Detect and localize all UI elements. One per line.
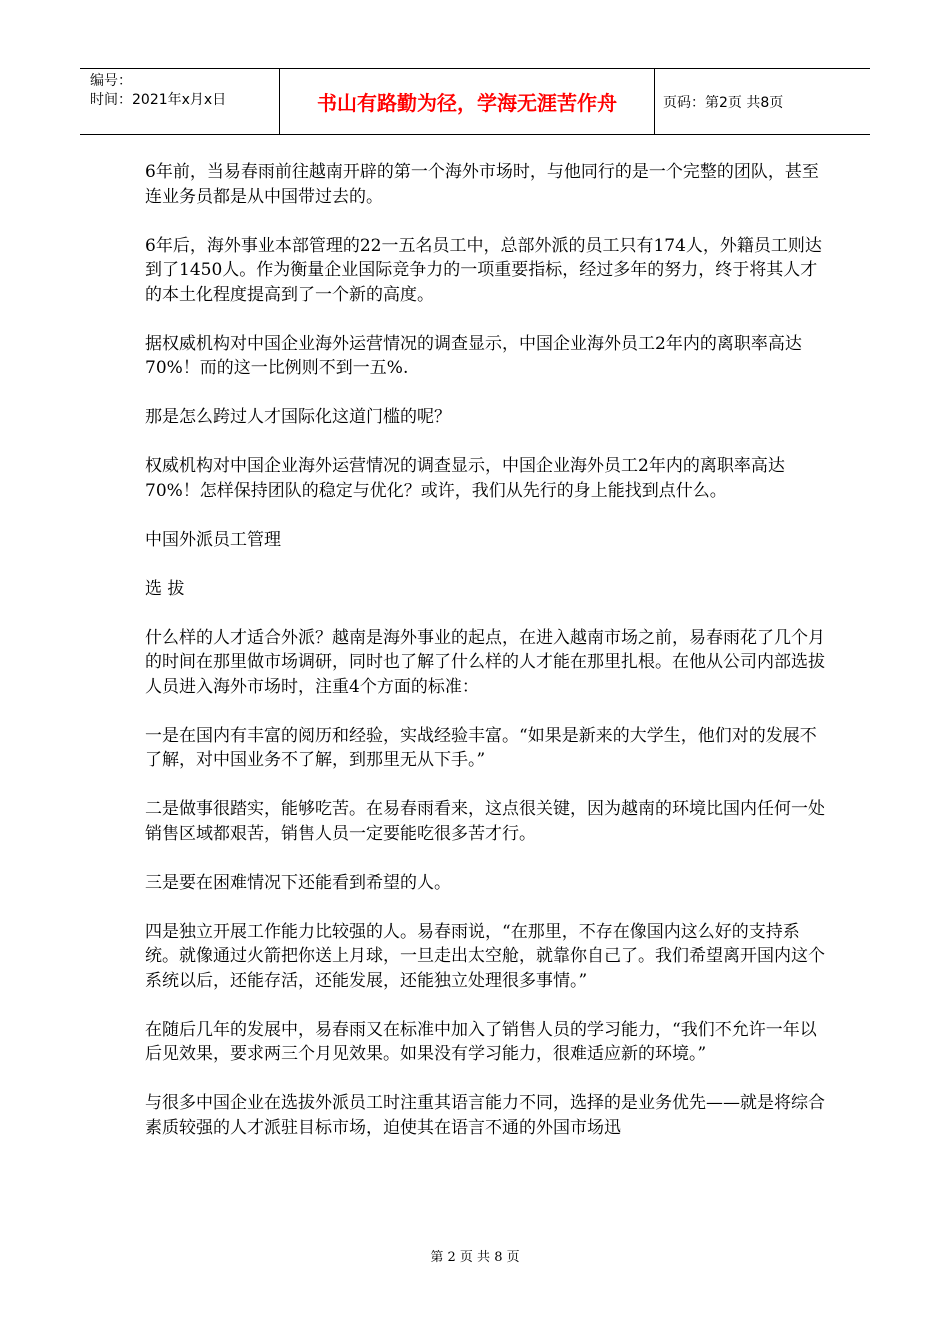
document-number-label: 编号： [90,73,132,89]
paragraph: 一是在国内有丰富的阅历和经验，实战经验丰富。“如果是新来的大学生，他们对的发展不了解，对中国业务不了解，到那里无从下手。” [145,725,817,770]
paragraph: 什么样的人才适合外派？越南是海外事业的起点，在进入越南市场之前，易春雨花了几个月的时间在那里做市场调研，同时也了解了什么样的人才能在那里扎根。在他从公司内部选拔人员进入海外市场时，注重4个方面的标准： [145,627,825,697]
paragraph: 权威机构对中国企业海外运营情况的调查显示，中国企业海外员工2年内的离职率高达70%！怎样保持团队的稳定与优化？或许，我们从先行的身上能找到点什么。 [145,456,785,501]
paragraph: 在随后几年的发展中，易春雨又在标准中加入了销售人员的学习能力，“我们不允许一年以后见效果，要求两三个月见效果。如果没有学习能力，很难适应新的环境。” [145,1019,817,1064]
header-page-info: 页码：第2页 共8页 [663,94,784,111]
section-heading: 中国外派员工管理 [145,529,281,550]
paragraph: 四是独立开展工作能力比较强的人。易春雨说，“在那里，不存在像国内这么好的支持系统。就像通过火箭把你送上月球，一旦走出太空舱，就靠你自己了。我们希望离开国内这个系统以后，还能存活，还能发展，还能独立处理很多事情。” [145,921,825,991]
header-meta [80,69,280,134]
page-header [80,68,870,135]
document-time-label: 时间：2021年x月x日 [90,92,227,108]
paragraph: 6年前，当易春雨前往越南开辟的第一个海外市场时，与他同行的是一个完整的团队，甚至连业务员都是从中国带过去的。 [145,162,819,207]
paragraph: 据权威机构对中国企业海外运营情况的调查显示，中国企业海外员工2年内的离职率高达70%！而的这一比例则不到一五%. [145,333,802,378]
paragraph: 二是做事很踏实，能够吃苦。在易春雨看来，这点很关键，因为越南的环境比国内任何一处销售区域都艰苦，销售人员一定要能吃很多苦才行。 [145,799,825,844]
document-body [145,160,825,1165]
paragraph: 与很多中国企业在选拔外派员工时注重其语言能力不同，选择的是业务优先——就是将综合素质较强的人才派驻目标市场，迫使其在语言不通的外国市场迅 [145,1093,825,1138]
header-motto: 书山有路勤为径，学海无涯苦作舟 [280,69,655,134]
sub-heading: 选 拔 [145,578,185,599]
paragraph: 6年后，海外事业本部管理的22一五名员工中，总部外派的员工只有174人，外籍员工则达到了1450人。作为衡量企业国际竞争力的一项重要指标，经过多年的努力，终于将其人才的本土化程度提高到了一个新的高度。 [145,235,822,305]
paragraph: 那是怎么跨过人才国际化这道门槛的呢？ [145,407,451,427]
page-footer: 第 2 页 共 8 页 [430,1250,520,1265]
paragraph: 三是要在困难情况下还能看到希望的人。 [145,872,451,893]
